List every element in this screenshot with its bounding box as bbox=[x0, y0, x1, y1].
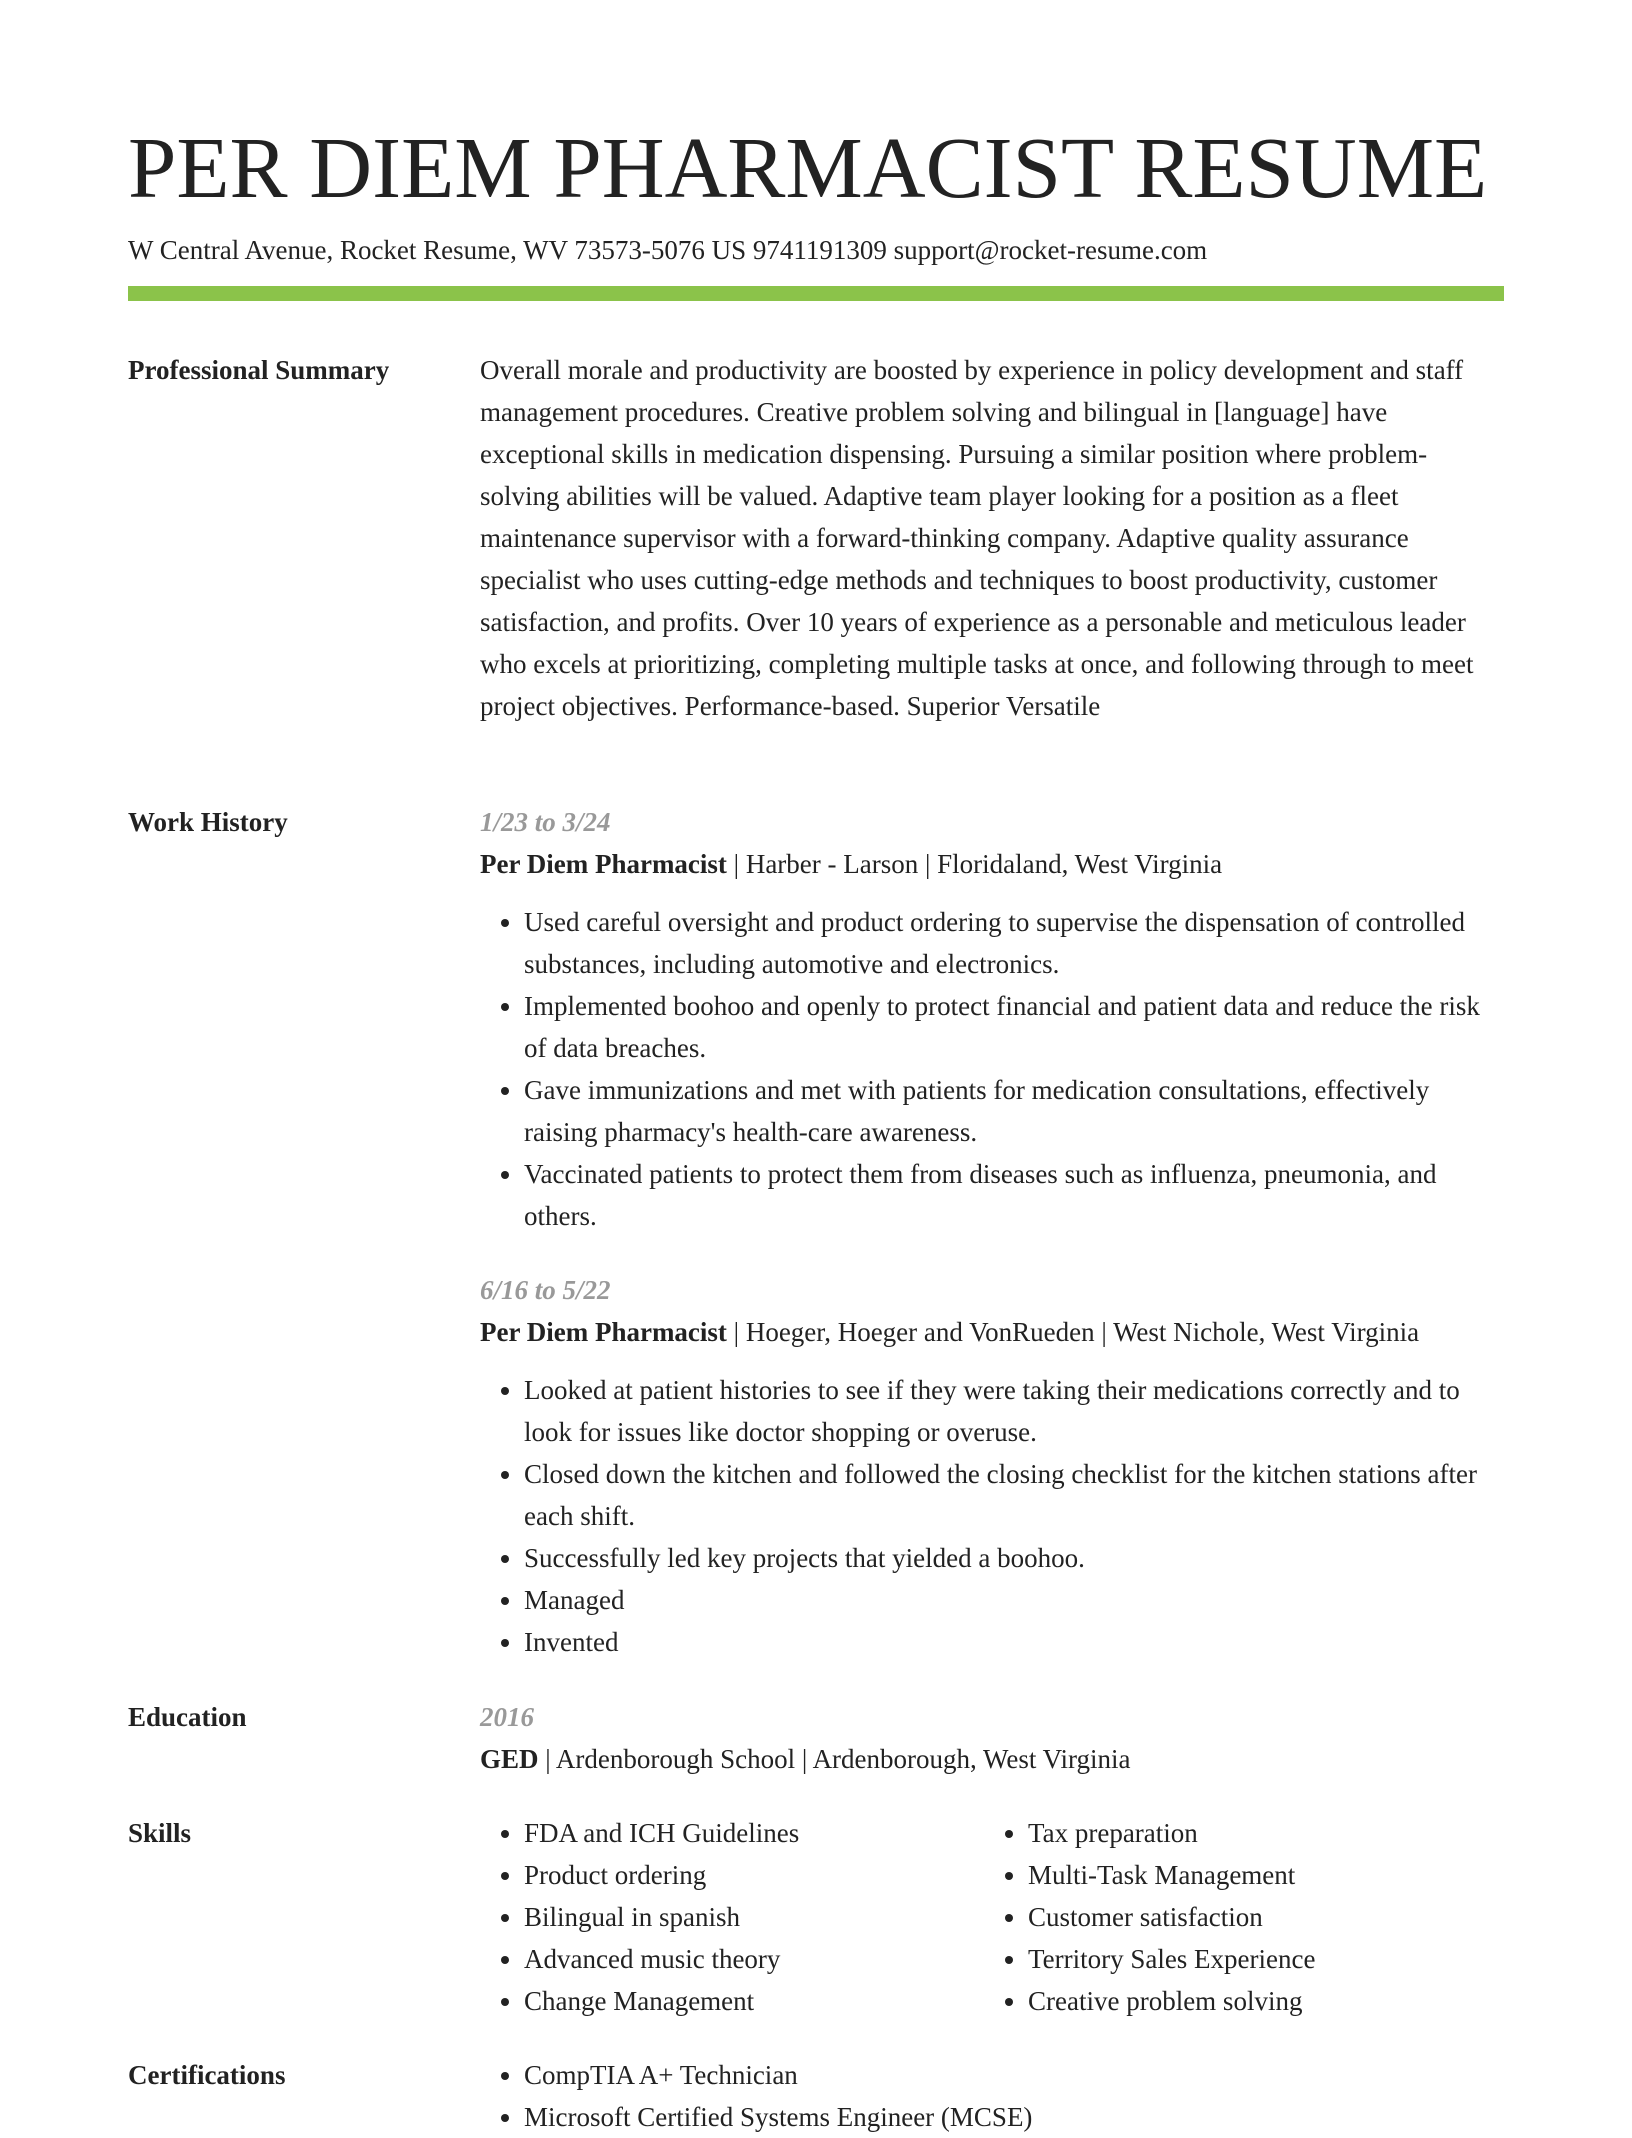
job-dates: 6/16 to 5/22 bbox=[480, 1275, 611, 1305]
list-item: • Closed down the kitchen and followed the closing checklist for the kitchen stations after each shift. bbox=[524, 1453, 1504, 1537]
certifications-list bbox=[480, 2054, 1504, 2138]
resume-title: PER DIEM PHARMACIST RESUME bbox=[128, 119, 1488, 216]
section-title-work-history: Work History bbox=[128, 807, 288, 837]
skills-columns bbox=[480, 1812, 1504, 2022]
list-item: • Microsoft Certified Systems Engineer (MCSE) bbox=[524, 2096, 1504, 2138]
list-item: • Creative problem solving bbox=[1028, 1980, 1488, 2022]
job-details: | Hoeger, Hoeger and VonRueden | West Nichole, West Virginia bbox=[726, 1317, 1420, 1347]
job-title-line bbox=[480, 1311, 1504, 1353]
list-item: • CompTIA A+ Technician bbox=[524, 2054, 1504, 2096]
section-title-education: Education bbox=[128, 1702, 247, 1732]
job-bullets bbox=[480, 1369, 1504, 1663]
work-history-body bbox=[480, 801, 1504, 1663]
skills-list-right bbox=[984, 1812, 1488, 2022]
list-item: • Change Management bbox=[524, 1980, 984, 2022]
list-item: • Gave immunizations and met with patients for medication consultations, effectively raising pharmacy's health-care awareness. bbox=[524, 1069, 1504, 1153]
education-body bbox=[480, 1696, 1504, 1780]
job-dates: 1/23 to 3/24 bbox=[480, 807, 611, 837]
list-item: • Managed bbox=[524, 1579, 1504, 1621]
list-item: • Product ordering bbox=[524, 1854, 984, 1896]
job-details: | Harber - Larson | Floridaland, West Virginia bbox=[726, 849, 1223, 879]
list-item: • Invented bbox=[524, 1621, 1504, 1663]
summary-body bbox=[480, 349, 1504, 727]
section-title-skills: Skills bbox=[128, 1818, 192, 1848]
job-entry bbox=[480, 801, 1504, 1237]
list-item: • Used careful oversight and product ordering to supervise the dispensation of controlled substances, including automotive and electronics. bbox=[524, 901, 1504, 985]
list-item: • FDA and ICH Guidelines bbox=[524, 1812, 984, 1854]
job-bullets bbox=[480, 901, 1504, 1237]
education-details: | Ardenborough School | Ardenborough, West Virginia bbox=[538, 1744, 1131, 1774]
section-title-summary: Professional Summary bbox=[128, 355, 390, 385]
contact-line: W Central Avenue, Rocket Resume, WV 73573-5076 US 9741191309 support@rocket-resume.com bbox=[128, 235, 1208, 265]
job-role: Per Diem Pharmacist bbox=[480, 1317, 727, 1347]
skills-list-left bbox=[480, 1812, 984, 2022]
list-item: • Multi-Task Management bbox=[1028, 1854, 1488, 1896]
list-item: • Looked at patient histories to see if they were taking their medications correctly and to look for issues like doctor shopping or overuse. bbox=[524, 1369, 1504, 1453]
list-item: • Successfully led key projects that yielded a boohoo. bbox=[524, 1537, 1504, 1579]
job-title-line bbox=[480, 843, 1504, 885]
list-item: • Vaccinated patients to protect them from diseases such as influenza, pneumonia, and others. bbox=[524, 1153, 1504, 1237]
certifications-body bbox=[480, 2054, 1504, 2138]
job-entry bbox=[480, 1269, 1504, 1663]
skills-body bbox=[480, 1812, 1504, 2022]
summary-text: Overall morale and productivity are boosted by experience in policy development and staff management procedures. Creative problem solving and bilingual in [language] have exceptional skills in medication dispensing. Pursuing a similar position where problem-solving abilities will be valued. Adaptive team player looking for a position as a fleet maintenance supervisor with a forward-thinking company. Adaptive quality assurance specialist who uses cutting-edge methods and techniques to boost productivity, customer satisfaction, and profits. Over 10 years of experience as a personable and meticulous leader who excels at prioritizing, completing multiple tasks at once, and following through to meet project objectives. Performance-based. Superior Versatile bbox=[480, 355, 1474, 721]
list-item: • Implemented boohoo and openly to protect financial and patient data and reduce the risk of data breaches. bbox=[524, 985, 1504, 1069]
education-line bbox=[480, 1738, 1504, 1780]
list-item: • Territory Sales Experience bbox=[1028, 1938, 1488, 1980]
accent-divider bbox=[128, 286, 1504, 301]
resume-page bbox=[128, 0, 1504, 2132]
education-degree: GED bbox=[480, 1744, 539, 1774]
job-role: Per Diem Pharmacist bbox=[480, 849, 727, 879]
list-item: • Bilingual in spanish bbox=[524, 1896, 984, 1938]
list-item: • Advanced music theory bbox=[524, 1938, 984, 1980]
education-year: 2016 bbox=[480, 1702, 534, 1732]
section-title-certifications: Certifications bbox=[128, 2060, 286, 2090]
list-item: • Customer satisfaction bbox=[1028, 1896, 1488, 1938]
list-item: • Tax preparation bbox=[1028, 1812, 1488, 1854]
